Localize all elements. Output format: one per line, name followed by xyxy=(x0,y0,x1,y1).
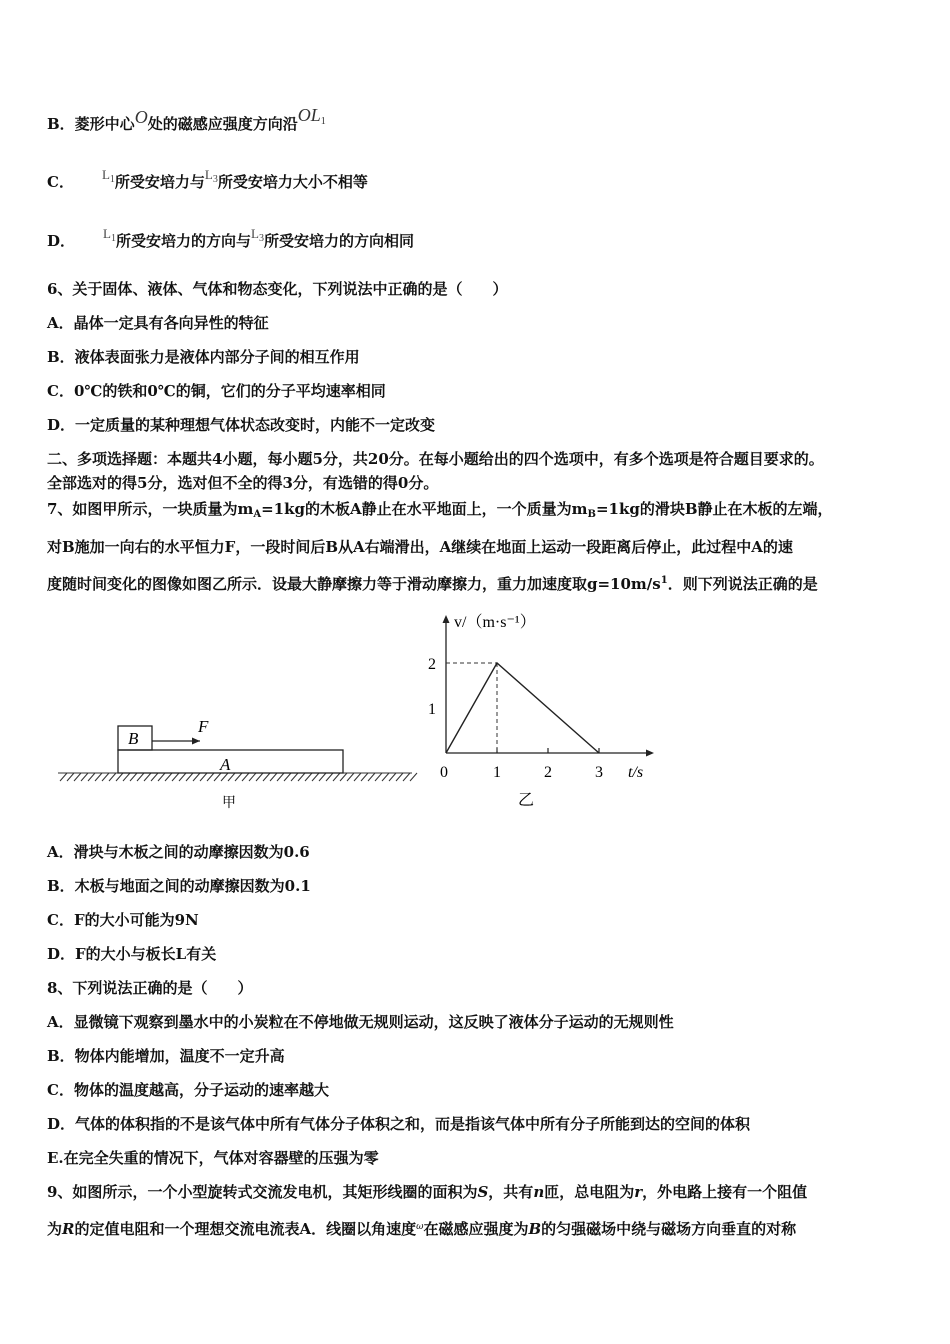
q6-stem: 6、关于固体、液体、气体和物态变化，下列说法中正确的是（ ） xyxy=(47,280,508,298)
velocity-line xyxy=(446,663,599,753)
hatch-line xyxy=(116,773,123,781)
hatch-line xyxy=(347,773,354,781)
hatch-line xyxy=(158,773,165,781)
q7-stem-line3 xyxy=(47,574,818,597)
q7-option-c: C．F的大小可能为9N xyxy=(47,911,199,929)
q7-stem-l3b: ．则下列说法正确的是 xyxy=(667,575,818,593)
hatch-line xyxy=(326,773,333,781)
hatch-line xyxy=(228,773,235,781)
q5-option-b xyxy=(47,105,326,137)
hatch-line xyxy=(389,773,396,781)
hatch-line xyxy=(235,773,242,781)
symbol-l3 xyxy=(204,167,218,185)
hatch-line xyxy=(67,773,74,781)
q9-stem-l1b: ，共有 xyxy=(488,1183,534,1201)
y-tick-label: 2 xyxy=(428,656,436,673)
hatch-line xyxy=(340,773,347,781)
hatch-line xyxy=(368,773,375,781)
hatch-line xyxy=(312,773,319,781)
q5-option-c-prefix: C． xyxy=(47,173,74,191)
hatch-line xyxy=(165,773,172,781)
figure-jia xyxy=(50,715,420,815)
q7-option-d: D．F的大小与板长L有关 xyxy=(47,945,217,963)
hatch-line xyxy=(95,773,102,781)
force-label: F xyxy=(198,717,209,736)
hatch-line xyxy=(200,773,207,781)
hatch-line xyxy=(396,773,403,781)
hatch-line xyxy=(375,773,382,781)
hatch-line xyxy=(88,773,95,781)
q5-option-c-mid: 所受安培力与 xyxy=(114,173,205,191)
q6-option-a: A．晶体一定具有各向异性的特征 xyxy=(47,314,269,332)
symbol-l3-letter: L xyxy=(204,167,213,182)
q5-option-d-mid: 所受安培力的方向与 xyxy=(115,232,251,250)
q7-sub-a: A xyxy=(253,509,262,520)
q7-stem-l1b: =1kg的木板A静止在水平地面上，一个质量为m xyxy=(261,500,588,518)
y-tick-label: 1 xyxy=(428,701,436,718)
hatch-line xyxy=(298,773,305,781)
q9-stem-l1d: ，外电路上接有一个阻值 xyxy=(642,1183,808,1201)
q9-stem-l2a: 为 xyxy=(47,1220,63,1238)
q7-stem-line2: 对B施加一向右的水平恒力F，一段时间后B从A右端滑出，A继续在地面上运动一段距离后停止，此过程中A的速 xyxy=(47,538,793,556)
q7-option-a: A．滑块与木板之间的动摩擦因数为0.6 xyxy=(47,843,310,861)
q5-option-d-prefix: D． xyxy=(47,232,76,250)
q5-option-b-prefix: B．菱形中心 xyxy=(47,115,135,133)
q9-stem-l2d: 的匀强磁场中绕与磁场方向垂直的对称 xyxy=(541,1220,797,1238)
hatch-line xyxy=(60,773,67,781)
y-axis-arrow xyxy=(443,615,450,623)
q5-option-d xyxy=(47,226,414,254)
force-arrow-head xyxy=(192,738,200,745)
q8-option-d: D．气体的体积指的不是该气体中所有气体分子体积之和，而是指该气体中所有分子所能到达的空间的体积 xyxy=(47,1115,751,1133)
hatch-line xyxy=(284,773,291,781)
symbol-l3-sub: 3 xyxy=(212,174,218,185)
q7-sub-b: B xyxy=(587,509,596,520)
hatch-line xyxy=(305,773,312,781)
q5-option-d-suffix: 所受安培力的方向相同 xyxy=(263,232,414,250)
q9-stem-l2b: 的定值电阻和一个理想交流电流表A．线圈以角速度 xyxy=(74,1220,417,1238)
figure-jia-caption: 甲 xyxy=(222,796,236,811)
hatch-line xyxy=(221,773,228,781)
symbol-l1 xyxy=(101,167,115,185)
q5-option-c-suffix: 所受安培力大小不相等 xyxy=(217,173,368,191)
q7-stem-line1 xyxy=(47,499,833,522)
hatch-line xyxy=(102,773,109,781)
q8-option-b: B．物体内能增加，温度不一定升高 xyxy=(47,1047,285,1065)
hatch-line xyxy=(319,773,326,781)
hatch-line xyxy=(256,773,263,781)
q9-var-r: r xyxy=(634,1183,643,1201)
hatch-line xyxy=(410,773,417,781)
board-a-label: A xyxy=(220,755,231,774)
x-axis-arrow xyxy=(646,750,654,757)
q9-var-s: S xyxy=(477,1183,489,1201)
figure-yi-chart xyxy=(418,605,663,810)
q9-var-omega: ω xyxy=(416,1222,424,1232)
hatch-line xyxy=(130,773,137,781)
q9-var-r-big: R xyxy=(62,1220,75,1238)
symbol-l1-letter: L xyxy=(103,226,111,241)
block-b-label: B xyxy=(128,729,139,748)
ground-hatch xyxy=(58,773,417,781)
symbol-l1-sub: 1 xyxy=(109,174,115,185)
symbol-ol-sub: 1 xyxy=(320,116,326,127)
q9-stem-l2c: 在磁感应强度为 xyxy=(423,1220,529,1238)
hatch-line xyxy=(137,773,144,781)
q8-stem: 8、下列说法正确的是（ ） xyxy=(47,979,253,997)
y-axis-label: v/（m·s⁻¹） xyxy=(454,614,536,631)
hatch-line xyxy=(277,773,284,781)
q7-stem-l3a: 度随时间变化的图像如图乙所示．设最大静摩擦力等于滑动摩擦力，重力加速度取g=10m/s xyxy=(47,575,661,593)
q7-option-b: B．木板与地面之间的动摩擦因数为0.1 xyxy=(47,877,311,895)
q7-stem-l1c: =1kg的滑块B静止在木板的左端， xyxy=(595,500,833,518)
q9-var-b: B xyxy=(528,1220,542,1238)
hatch-line xyxy=(123,773,130,781)
origin-label: 0 xyxy=(440,764,448,781)
hatch-line xyxy=(403,773,410,781)
q9-stem-line2 xyxy=(47,1219,796,1242)
figure-yi-caption: 乙 xyxy=(518,792,535,809)
symbol-l1-letter: L xyxy=(101,167,110,182)
q8-option-a: A．显微镜下观察到墨水中的小炭粒在不停地做无规则运动，这反映了液体分子运动的无规则性 xyxy=(47,1013,674,1031)
symbol-ol: OL xyxy=(297,105,321,125)
x-tick-label: 2 xyxy=(544,764,552,781)
section2-line2: 全部选对的得5分，选对但不全的得3分，有选错的得0分。 xyxy=(47,474,439,492)
hatch-line xyxy=(382,773,389,781)
q7-sup: 1 xyxy=(660,575,668,586)
ticks xyxy=(428,656,603,781)
hatch-line xyxy=(179,773,186,781)
hatch-line xyxy=(291,773,298,781)
q6-option-c: C．0℃的铁和0℃的铜，它们的分子平均速率相同 xyxy=(47,382,386,400)
symbol-o: O xyxy=(134,107,148,127)
q6-option-b: B．液体表面张力是液体内部分子间的相互作用 xyxy=(47,348,360,366)
hatch-line xyxy=(172,773,179,781)
hatch-line xyxy=(249,773,256,781)
hatch-line xyxy=(109,773,116,781)
symbol-ol1 xyxy=(298,105,326,125)
x-axis-label: t/s xyxy=(628,764,644,781)
q8-option-e: E.在完全失重的情况下，气体对容器壁的压强为零 xyxy=(47,1149,379,1167)
hatch-line xyxy=(193,773,200,781)
q8-option-c: C．物体的温度越高，分子运动的速率越大 xyxy=(47,1081,329,1099)
hatch-line xyxy=(333,773,340,781)
section2-line1: 二、多项选择题：本题共4小题，每小题5分，共20分。在每小题给出的四个选项中，有多个选项是符合题目要求的。 xyxy=(47,450,824,468)
x-tick-label: 1 xyxy=(493,764,501,781)
q5-option-c xyxy=(47,167,368,195)
x-tick-label: 3 xyxy=(595,764,603,781)
hatch-line xyxy=(242,773,249,781)
q5-option-b-text: 处的磁感应强度方向沿 xyxy=(147,115,298,133)
board-a xyxy=(118,750,343,773)
symbol-l3 xyxy=(250,226,264,244)
hatch-line xyxy=(354,773,361,781)
q9-var-n: n xyxy=(533,1183,545,1201)
hatch-line xyxy=(144,773,151,781)
hatch-line xyxy=(270,773,277,781)
hatch-line xyxy=(186,773,193,781)
hatch-line xyxy=(214,773,221,781)
q6-option-d: D．一定质量的某种理想气体状态改变时，内能不一定改变 xyxy=(47,416,436,434)
hatch-line xyxy=(151,773,158,781)
q9-stem-l1c: 匝，总电阻为 xyxy=(544,1183,635,1201)
hatch-line xyxy=(207,773,214,781)
q7-stem-l1a: 7、如图甲所示，一块质量为m xyxy=(47,500,254,518)
symbol-l3-letter: L xyxy=(250,226,259,241)
q9-stem-line1 xyxy=(47,1182,807,1202)
symbol-l1-sub: 1 xyxy=(110,233,116,244)
hatch-line xyxy=(361,773,368,781)
hatch-line xyxy=(81,773,88,781)
symbol-l3-sub: 3 xyxy=(258,233,264,244)
q9-stem-l1a: 9、如图所示，一个小型旋转式交流发电机，其矩形线圈的面积为 xyxy=(47,1183,478,1201)
hatch-line xyxy=(263,773,270,781)
hatch-line xyxy=(74,773,81,781)
symbol-l1 xyxy=(103,226,116,244)
